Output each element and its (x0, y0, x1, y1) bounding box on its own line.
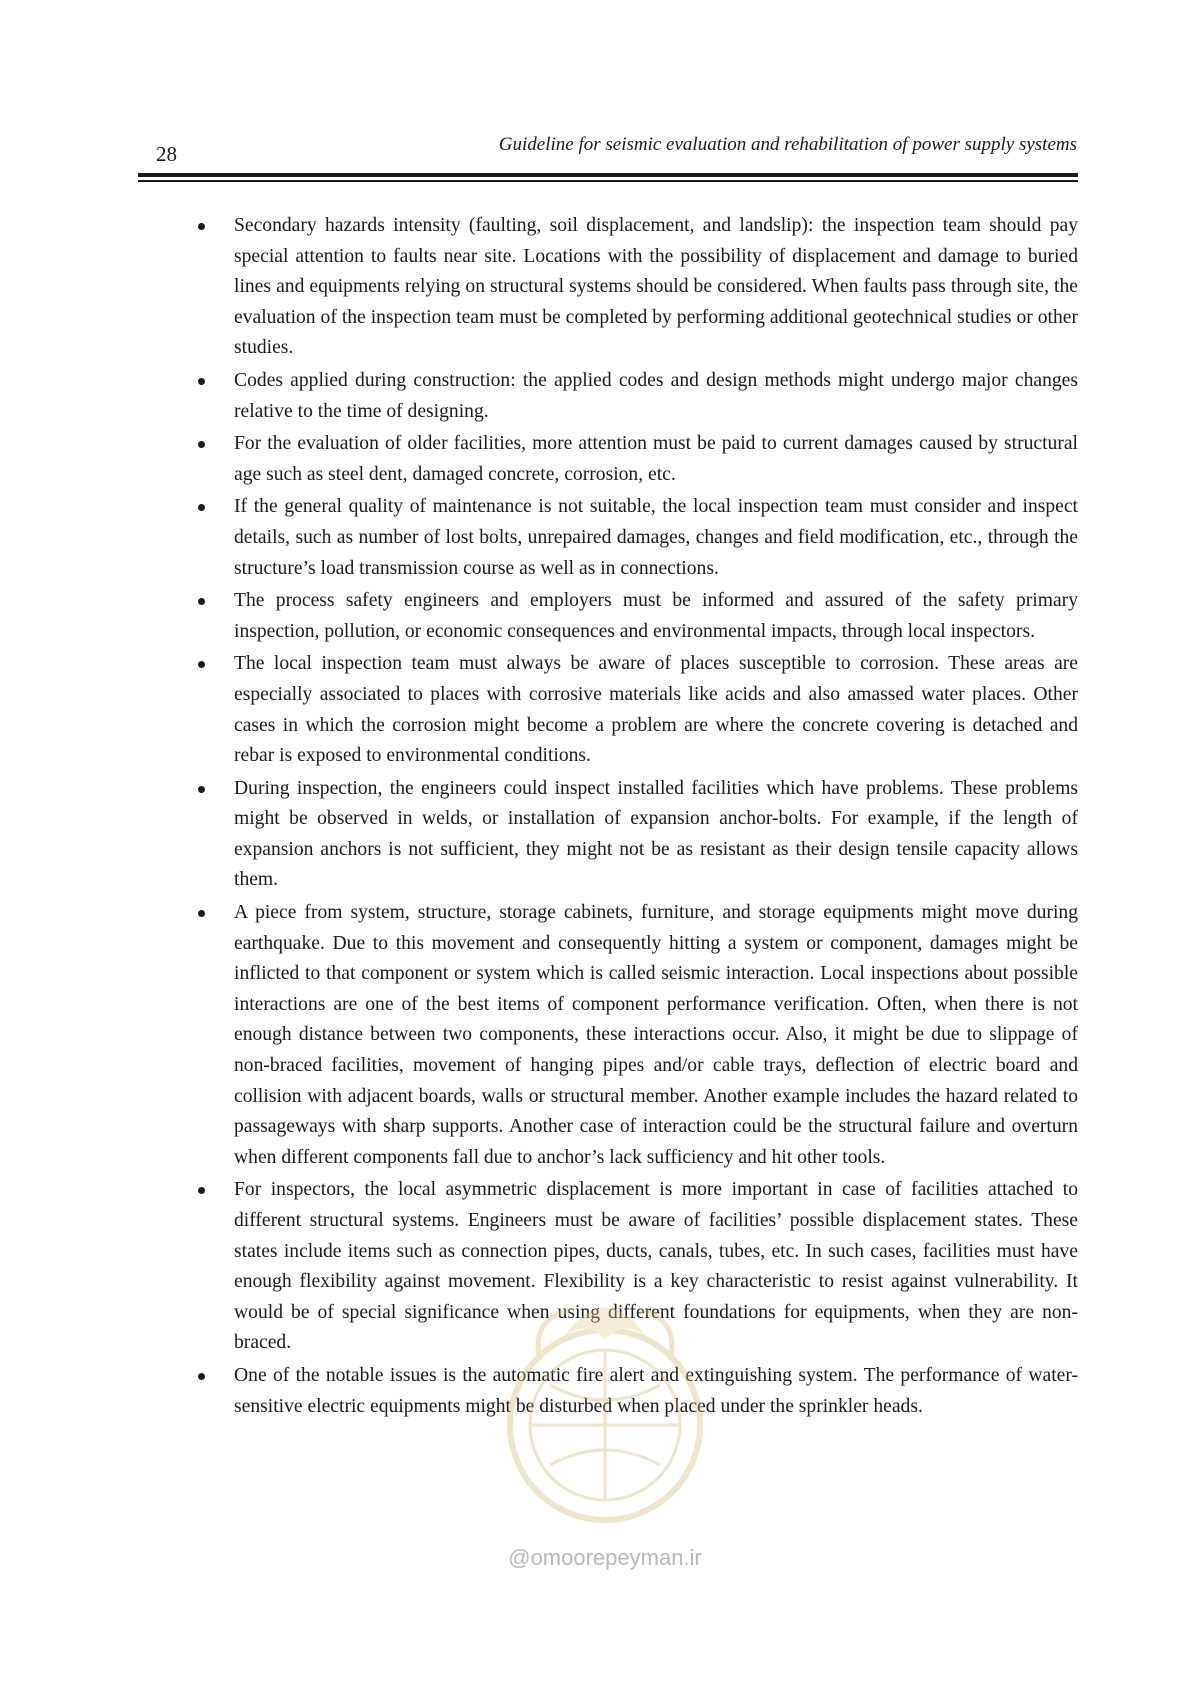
list-item-text: For inspectors, the local asymmetric displacement is more important in case of facilities attached to different structural systems. Engineers must be aware of facilities’ possible displacement states. These states include items such as connection pipes, ducts, canals, tubes, etc. In such cases, facilities must have enough flexibility against movement. Flexibility is a key characteristic to resist against vulnerability. It would be of special significance when using different foundations for equipments, when they are non-braced. (234, 1179, 1078, 1354)
running-header-title: Guideline for seismic evaluation and rehabilitation of power supply systems (498, 134, 1077, 155)
list-item (196, 429, 1078, 490)
list-item-text: Codes applied during construction: the applied codes and design methods might undergo major changes relative to the time of designing. (234, 369, 1078, 422)
list-item (196, 492, 1078, 584)
list-item (196, 898, 1078, 1173)
list-item (196, 1175, 1078, 1359)
list-item (196, 586, 1078, 647)
bullet-list (196, 211, 1078, 1422)
list-item-text: For the evaluation of older facilities, more attention must be paid to current damages caused by structural age such as steel dent, damaged concrete, corrosion, etc. (234, 433, 1078, 485)
bullet-icon (198, 223, 205, 230)
list-item-text: If the general quality of maintenance is not suitable, the local inspection team must consider and inspect details, such as number of lost bolts, unrepaired damages, changes and field modification, etc., through the structure’s load transmission course as well as in connections. (234, 496, 1078, 579)
list-item-text: One of the notable issues is the automatic fire alert and extinguishing system. The performance of water-sensitive electric equipments might be disturbed when placed under the sprinkler heads. (234, 1364, 1078, 1417)
header-rule-thick (138, 173, 1078, 177)
list-item-text: Secondary hazards intensity (faulting, soil displacement, and landslip): the inspection team should pay special attention to faults near site. Locations with the possibility of displacement and damage to buried lines and equipments relying on structural systems should be considered. When faults pass through site, the evaluation of the inspection team must be completed by performing additional geotechnical studies or other studies. (234, 215, 1078, 359)
bullet-icon (198, 1187, 205, 1194)
bullet-icon (198, 598, 205, 605)
header-rule-thin (138, 180, 1078, 182)
list-item-text: The process safety engineers and employers must be informed and assured of the safety primary inspection, pollution, or economic consequences and environmental impacts, through local inspectors. (234, 590, 1078, 642)
list-item (196, 1361, 1078, 1422)
list-item-text: The local inspection team must always be aware of places susceptible to corrosion. These areas are especially associated to places with corrosive materials like acids and also amassed water places. Other cases in which the corrosion might become a problem are where the concrete covering is detached and rebar is exposed to environmental conditions. (234, 653, 1078, 767)
bullet-icon (198, 504, 205, 511)
bullet-icon (198, 786, 205, 793)
bullet-icon (198, 661, 205, 668)
bullet-icon (198, 378, 205, 385)
list-item (196, 649, 1078, 771)
bullet-icon (198, 441, 205, 448)
body-content (196, 211, 1078, 1424)
list-item (196, 366, 1078, 427)
list-item-text: A piece from system, structure, storage cabinets, furniture, and storage equipments might move during earthquake. Due to this movement and consequently hitting a system or component, damages might be inflicted to that component or system which is called seismic interaction. Local inspections about possible interactions are one of the best items of component performance verification. Often, when there is not enough distance between two components, these interactions occur. Also, it might be due to slippage of non-braced facilities, movement of hanging pipes and/or cable trays, deflection of electric board and collision with adjacent boards, walls or structural member. Another example includes the hazard related to passageways with sharp supports. Another case of interaction could be the structural failure and overturn when different components fall due to anchor’s lack sufficiency and hit other tools. (234, 902, 1078, 1168)
list-item (196, 211, 1078, 364)
list-item-text: During inspection, the engineers could inspect installed facilities which have problems. These problems might be observed in welds, or installation of expansion anchor-bolts. For example, if the length of expansion anchors is not sufficient, they might not be as resistant as their design tensile capacity allows them. (234, 777, 1078, 891)
bullet-icon (198, 910, 205, 917)
page-number: 28 (156, 142, 177, 166)
bullet-icon (198, 1373, 205, 1380)
list-item (196, 774, 1078, 896)
watermark-text: @omoorepeyman.ir (508, 1545, 702, 1570)
